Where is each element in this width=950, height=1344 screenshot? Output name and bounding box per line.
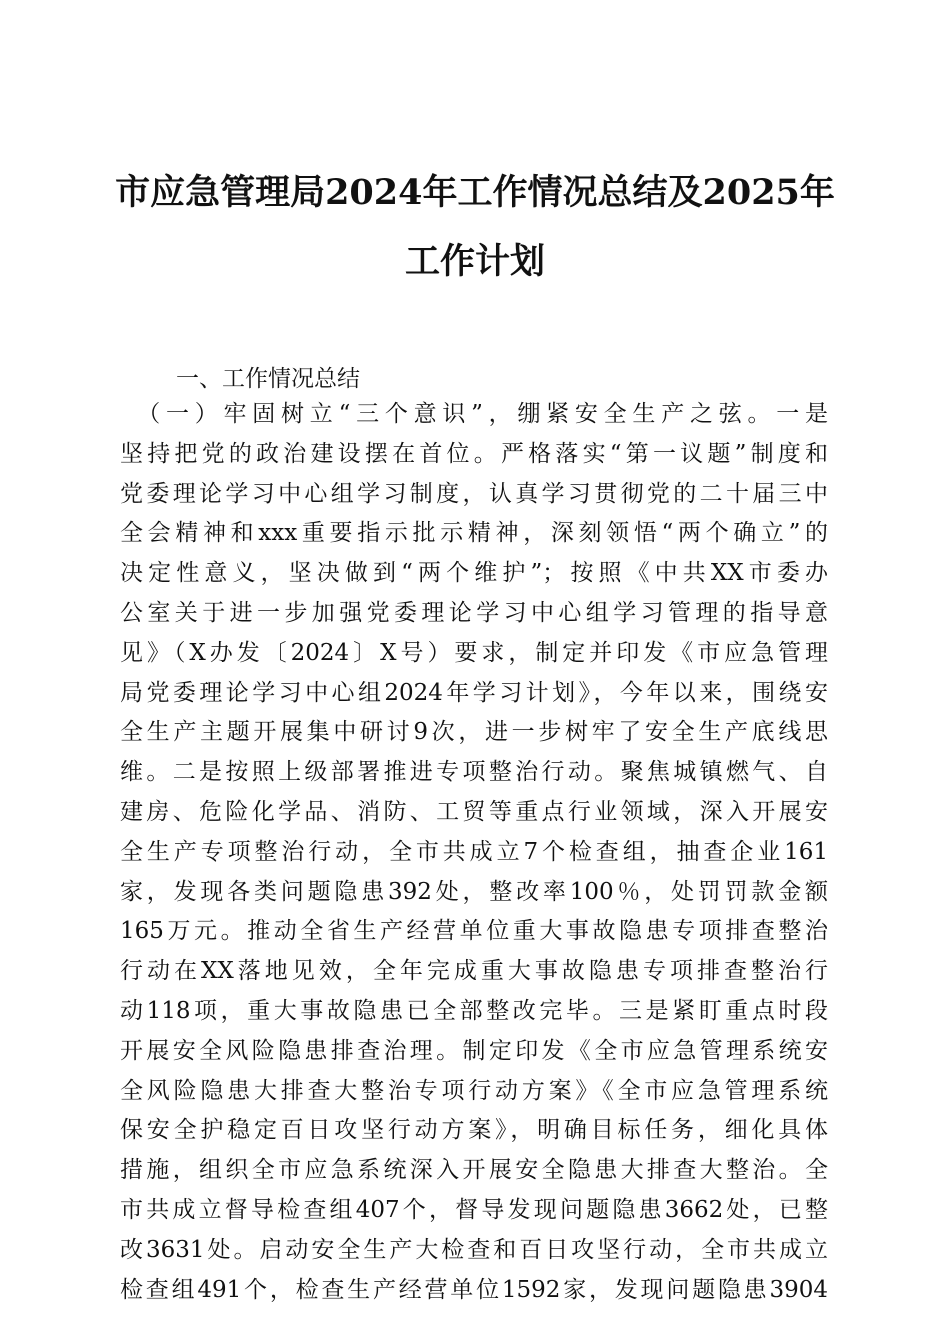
document-title-line-2: 工作计划: [404, 241, 545, 282]
body-line: 动118项，重大事故隐患已全部整改完毕。三是紧盯重点时段: [120, 997, 828, 1024]
body-line: 局党委理论学习中心组2024年学习计划》，今年以来，围绕安: [120, 679, 828, 706]
body-line: 措施，组织全市应急系统深入开展安全隐患大排查大整治。全: [120, 1157, 828, 1184]
body-line: 全风险隐患大排查大整治专项行动方案》《全市应急管理系统: [120, 1077, 828, 1104]
body-line: 165万元。推动全省生产经营单位重大事故隐患专项排查整治: [120, 918, 828, 945]
body-line: 行动在XX落地见效，全年完成重大事故隐患专项排查整治行: [120, 958, 828, 985]
body-line: 全生产主题开展集中研讨9次，进一步树牢了安全生产底线思: [120, 719, 828, 746]
body-line: 坚持把党的政治建设摆在首位。严格落实“第一议题”制度和: [120, 440, 828, 467]
body-line: 保安全护稳定百日攻坚行动方案》，明确目标任务，细化具体: [120, 1117, 828, 1144]
body-line: 公室关于进一步加强党委理论学习中心组学习管理的指导意: [120, 599, 828, 626]
document-title-line-1: 市应急管理局2024年工作情况总结及2025年: [115, 172, 835, 213]
body-line: 见》（X办发〔2024〕X号）要求，制定并印发《市应急管理: [120, 639, 828, 666]
body-line: 全生产专项整治行动，全市共成立7个检查组，抽查企业161: [120, 838, 828, 865]
body-line: 全会精神和xxx重要指示批示精神，深刻领悟“两个确立”的: [120, 520, 828, 547]
body-text: [120, 395, 828, 1310]
body-line: 党委理论学习中心组学习制度，认真学习贯彻党的二十届三中: [120, 480, 828, 507]
body-line: 改3631处。启动安全生产大检查和百日攻坚行动，全市共成立: [120, 1236, 828, 1263]
body-line: 决定性意义，坚决做到“两个维护”；按照《中共XX市委办: [120, 560, 828, 587]
body-line: 家，发现各类问题隐患392处，整改率100％，处罚罚款金额: [120, 878, 828, 905]
body-line: 建房、危险化学品、消防、工贸等重点行业领域，深入开展安: [120, 798, 828, 825]
section-heading: 一、工作情况总结: [176, 366, 360, 392]
body-line: （一）牢固树立“三个意识”，绷紧安全生产之弦。一是: [120, 401, 828, 427]
body-line: 检查组491个，检查生产经营单位1592家，发现问题隐患3904: [120, 1276, 828, 1303]
body-line: 市共成立督导检查组407个，督导发现问题隐患3662处，已整: [120, 1196, 828, 1223]
body-line: 维。二是按照上级部署推进专项整治行动。聚焦城镇燃气、自: [120, 759, 828, 786]
body-line: 开展安全风险隐患排查治理。制定印发《全市应急管理系统安: [120, 1037, 828, 1064]
